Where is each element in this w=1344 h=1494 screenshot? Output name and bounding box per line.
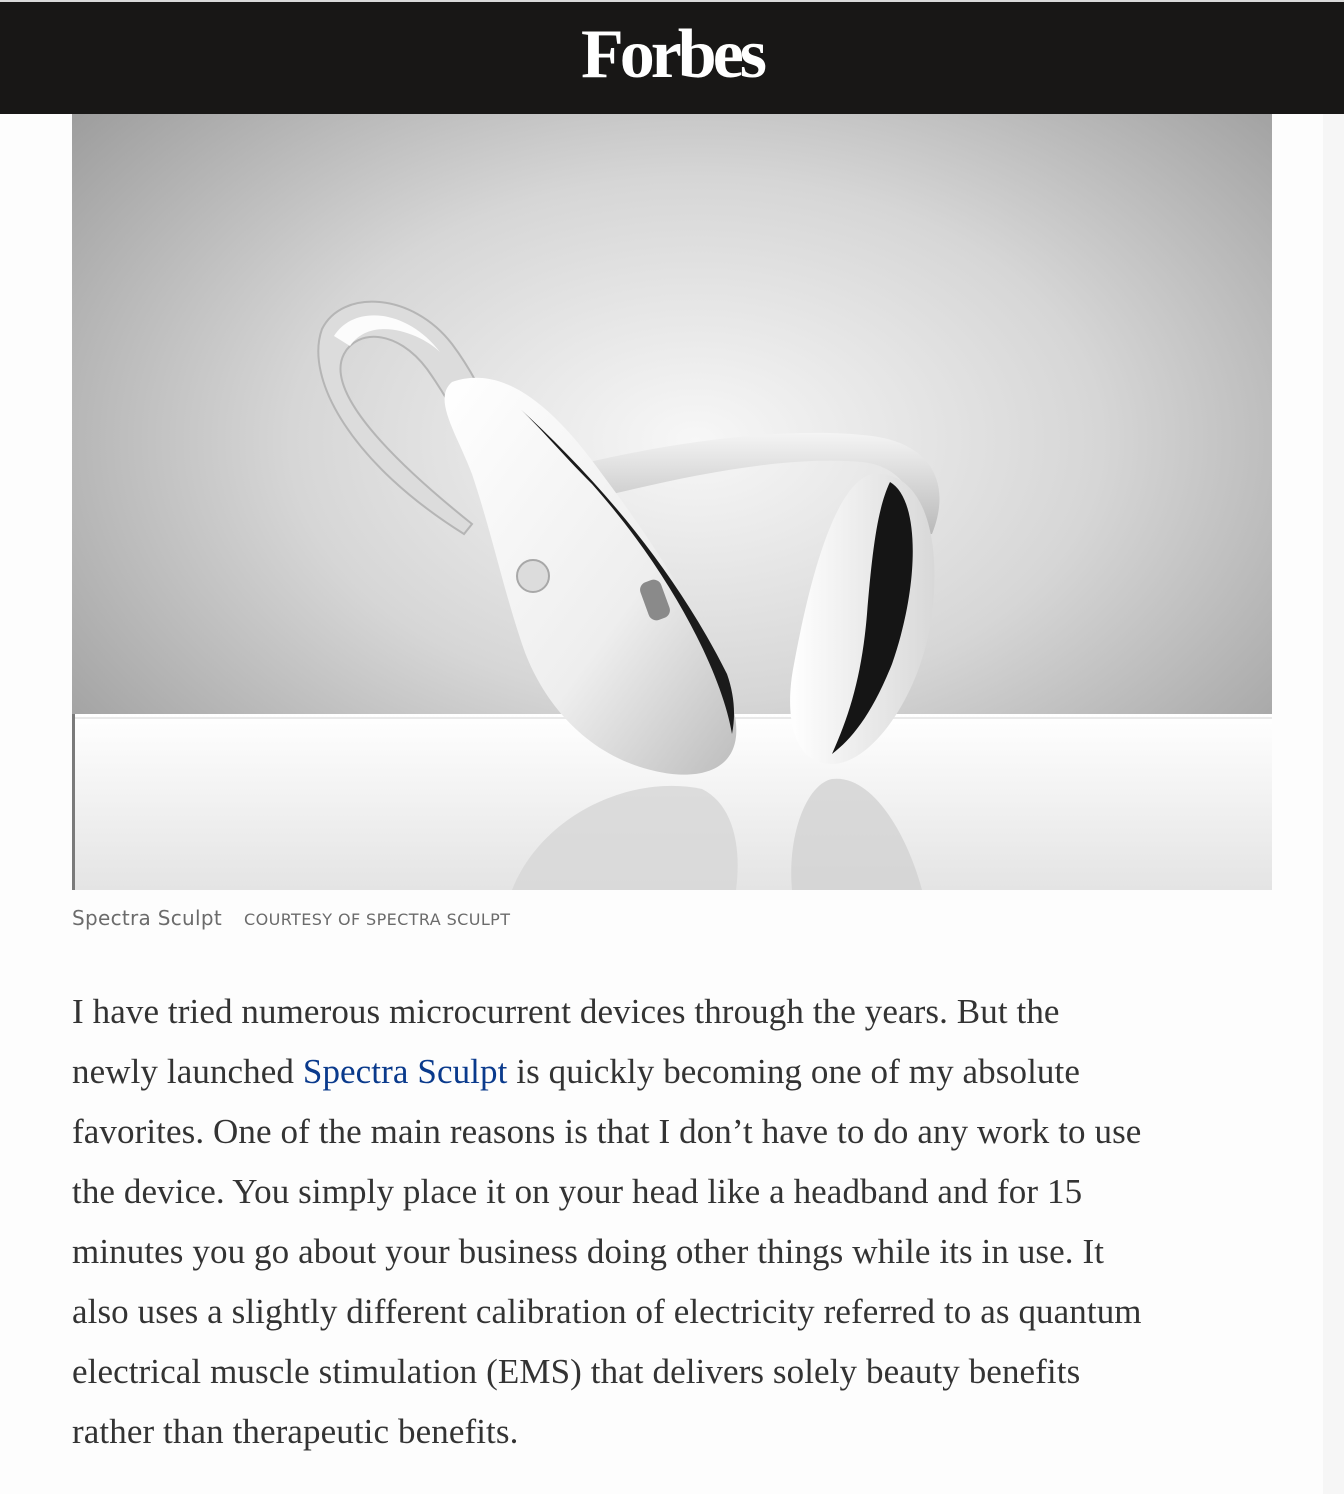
spectra-sculpt-link[interactable]: Spectra Sculpt bbox=[302, 1052, 508, 1091]
article-line: newly launched bbox=[72, 1052, 303, 1091]
image-caption bbox=[72, 906, 510, 940]
article-line: rather than therapeutic benefits. bbox=[72, 1412, 519, 1451]
article-line: I have tried numerous microcurrent devices through the years. But the bbox=[72, 992, 1060, 1031]
caption-credit: COURTESY OF SPECTRA SCULPT bbox=[244, 910, 511, 929]
article-paragraph bbox=[72, 982, 1282, 1462]
article-line: minutes you go about your business doing other things while its in use. It bbox=[72, 1232, 1105, 1271]
hero-image bbox=[72, 114, 1272, 890]
site-header bbox=[0, 0, 1344, 114]
page-side-gutter bbox=[1323, 114, 1344, 1494]
forbes-logo[interactable]: Forbes bbox=[580, 16, 764, 93]
article-line: the device. You simply place it on your head like a headband and for 15 bbox=[72, 1172, 1083, 1211]
article-line: also uses a slightly different calibration of electricity referred to as quantum bbox=[72, 1292, 1142, 1331]
article-line: is quickly becoming one of my absolute bbox=[507, 1052, 1080, 1091]
caption-title: Spectra Sculpt bbox=[72, 906, 223, 930]
product-photo bbox=[72, 114, 1272, 890]
article-line: favorites. One of the main reasons is that I don’t have to do any work to use bbox=[72, 1112, 1142, 1151]
article-line: electrical muscle stimulation (EMS) that delivers solely beauty benefits bbox=[72, 1352, 1081, 1391]
